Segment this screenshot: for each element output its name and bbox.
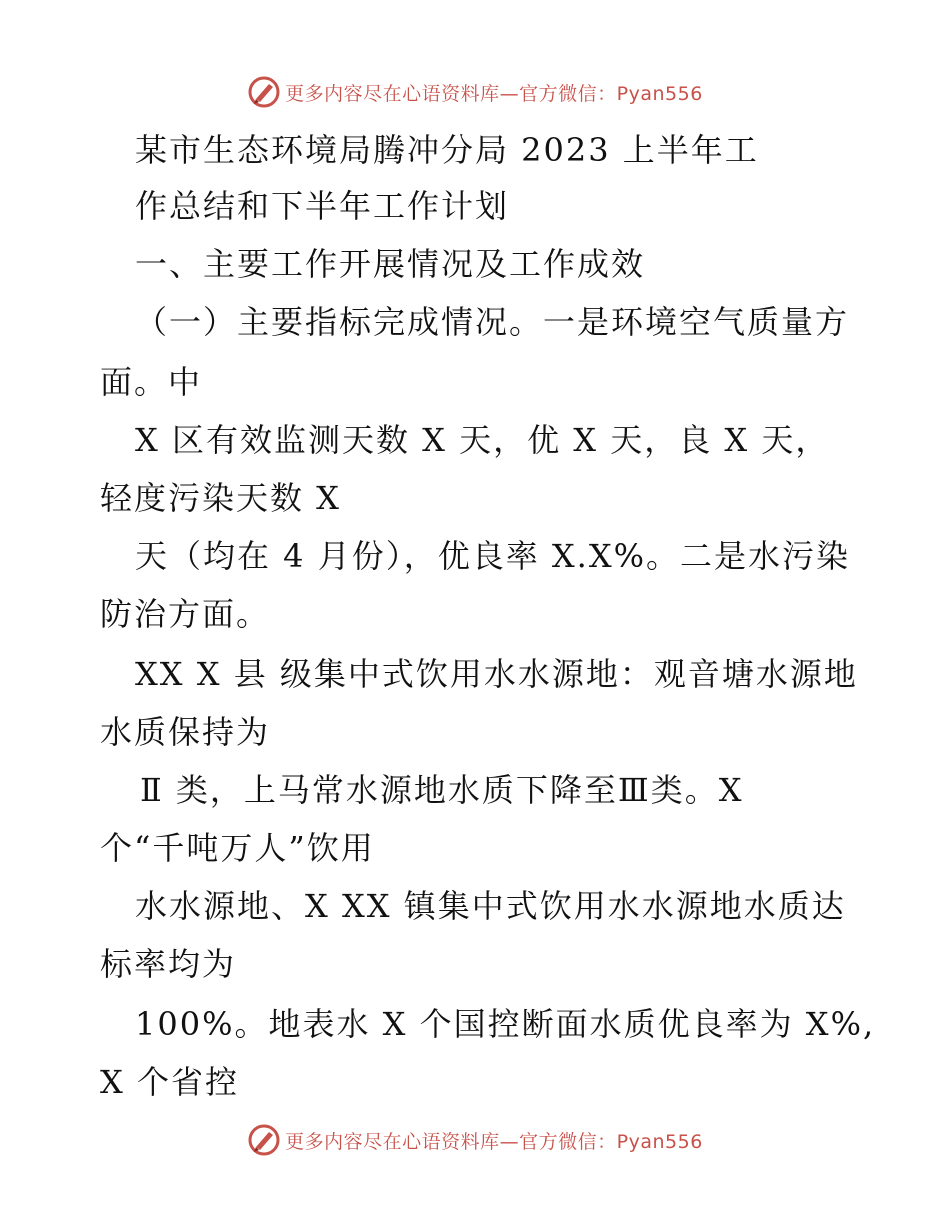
watermark-group [247,1123,703,1157]
pen-logo-icon [247,1123,281,1157]
paragraph-line: 水水源地、X XX 镇集中式饮用水水源地水质达 [135,887,846,925]
paragraph-line: 轻度污染天数 X [100,479,341,517]
watermark-banner-top [0,72,950,112]
paragraph-line: XX X 县 级集中式饮用水水源地：观音塘水源地 [135,655,858,693]
paragraph-line: X 区有效监测天数 X 天，优 X 天，良 X 天， [135,421,830,459]
watermark-text: 更多内容尽在心语资料库—官方微信：Pyan556 [285,82,703,105]
paragraph-line: 面。中 [100,363,203,401]
paragraph-line: 标率均为 [100,945,237,983]
watermark-text: 更多内容尽在心语资料库—官方微信：Pyan556 [285,1130,703,1153]
paragraph-line: Ⅱ 类，上马常水源地水质下降至Ⅲ类。X [140,771,744,809]
paragraph-line: （一）主要指标完成情况。一是环境空气质量方 [135,303,850,341]
paragraph-line: 天（均在 4 月份），优良率 X.X%。二是水污染 [135,537,851,575]
paragraph-line: X 个省控 [100,1063,239,1101]
watermark-group [247,75,703,109]
doc-title-line-2: 作总结和下半年工作计划 [135,187,510,225]
paragraph-line: 100%。地表水 X 个国控断面水质优良率为 X%, [135,1005,876,1043]
paragraph-line: 防治方面。 [100,595,271,633]
pen-logo-icon [247,75,281,109]
section-heading: 一、主要工作开展情况及工作成效 [135,245,646,283]
watermark-banner-bottom [0,1120,950,1160]
paragraph-line: 水质保持为 [100,713,271,751]
paragraph-line: 个“千吨万人”饮用 [100,829,375,867]
doc-title-line-1: 某市生态环境局腾冲分局 2023 上半年工 [135,131,759,169]
